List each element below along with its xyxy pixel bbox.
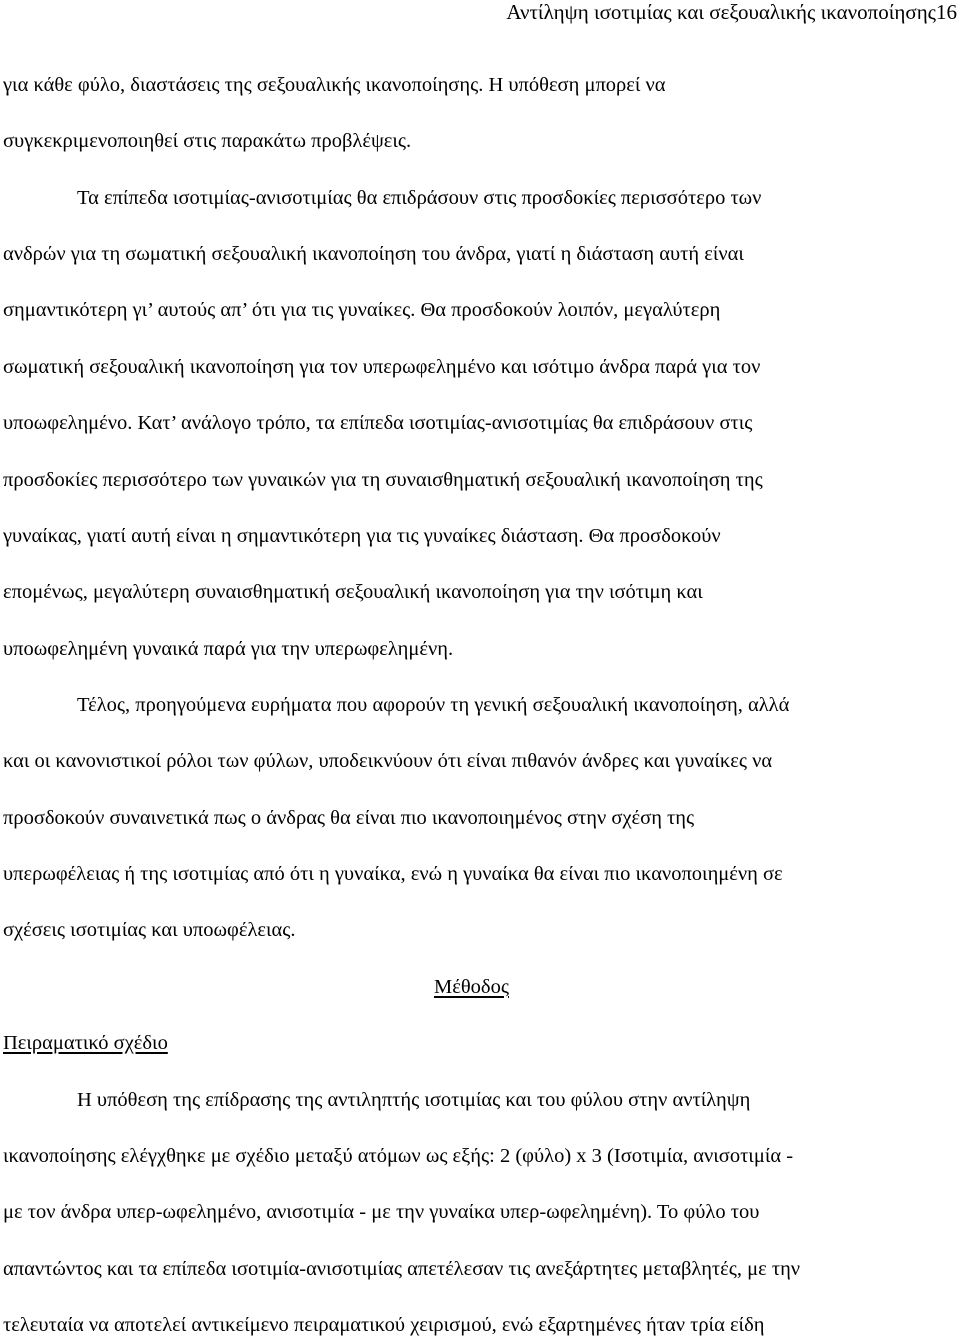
running-header	[506, 0, 957, 24]
page-number: 16	[936, 0, 957, 24]
section-heading-method: Μέθοδος	[434, 976, 509, 998]
body-line: απαντώντος και τα επίπεδα ισοτιμία-ανισοτιμίας απετέλεσαν τις ανεξάρτητες μεταβλητές, με την	[3, 1258, 801, 1280]
body-line: ανδρών για τη σωματική σεξουαλική ικανοποίηση του άνδρα, γιατί η διάσταση αυτή είναι	[3, 243, 744, 265]
body-line: σημαντικότερη γι’ αυτούς απ’ ότι για τις γυναίκες. Θα προσδοκούν λοιπόν, μεγαλύτερη	[3, 299, 721, 321]
paragraph-first-line: Τα επίπεδα ισοτιμίας-ανισοτιμίας θα επιδράσουν στις προσδοκίες περισσότερο των	[77, 187, 762, 209]
body-line: προσδοκίες περισσότερο των γυναικών για τη συναισθηματική σεξουαλική ικανοποίηση της	[3, 469, 763, 491]
body-line: γυναίκας, γιατί αυτή είναι η σημαντικότερη για τις γυναίκες διάσταση. Θα προσδοκούν	[3, 525, 721, 547]
running-title: Αντίληψη ισοτιμίας και σεξουαλικής ικανοποίησης	[506, 0, 936, 24]
body-line: υποωφελημένο. Κατ’ ανάλογο τρόπο, τα επίπεδα ισοτιμίας-ανισοτιμίας θα επιδράσουν στις	[3, 412, 753, 434]
body-line: και οι κανονιστικοί ρόλοι των φύλων, υποδεικνύουν ότι είναι πιθανόν άνδρες και γυναίκες να	[3, 750, 773, 772]
paragraph-first-line: Η υπόθεση της επίδρασης της αντιληπτής ισοτιμίας και του φύλου στην αντίληψη	[77, 1089, 751, 1111]
body-line: υπερωφέλειας ή της ισοτιμίας από ότι η γυναίκα, ενώ η γυναίκα θα είναι πιο ικανοποιημένη σε	[3, 863, 783, 885]
body-line: επομένως, μεγαλύτερη συναισθηματική σεξουαλική ικανοποίηση για την ισότιμη και	[3, 581, 703, 603]
body-line: σχέσεις ισοτιμίας και υποωφέλειας.	[3, 919, 296, 941]
subsection-heading-design: Πειραματικό σχέδιο	[3, 1032, 168, 1054]
body-line: προσδοκούν συναινετικά πως ο άνδρας θα είναι πιο ικανοποιημένος στην σχέση της	[3, 807, 695, 829]
paragraph-first-line: Τέλος, προηγούμενα ευρήματα που αφορούν τη γενική σεξουαλική ικανοποίηση, αλλά	[77, 694, 790, 716]
body-line: για κάθε φύλο, διαστάσεις της σεξουαλικής ικανοποίησης. Η υπόθεση μπορεί να	[3, 74, 666, 96]
body-line: υποωφελημένη γυναικά παρά για την υπερωφελημένη.	[3, 638, 454, 660]
body-line: με τον άνδρα υπερ-ωφελημένο, ανισοτιμία - με την γυναίκα υπερ-ωφελημένη). Το φύλο του	[3, 1201, 760, 1223]
body-line: ικανοποίησης ελέγχθηκε με σχέδιο μεταξύ ατόμων ως εξής: 2 (φύλο) x 3 (Ισοτιμία, ανισοτιμία -	[3, 1145, 794, 1167]
body-line: τελευταία να αποτελεί αντικείμενο πειραματικού χειρισμού, ενώ εξαρτημένες ήταν τρία είδη	[3, 1314, 765, 1336]
body-line: συγκεκριμενοποιηθεί στις παρακάτω προβλέψεις.	[3, 130, 412, 152]
body-line: σωματική σεξουαλική ικανοποίηση για τον υπερωφελημένο και ισότιμο άνδρα παρά για τον	[3, 356, 761, 378]
